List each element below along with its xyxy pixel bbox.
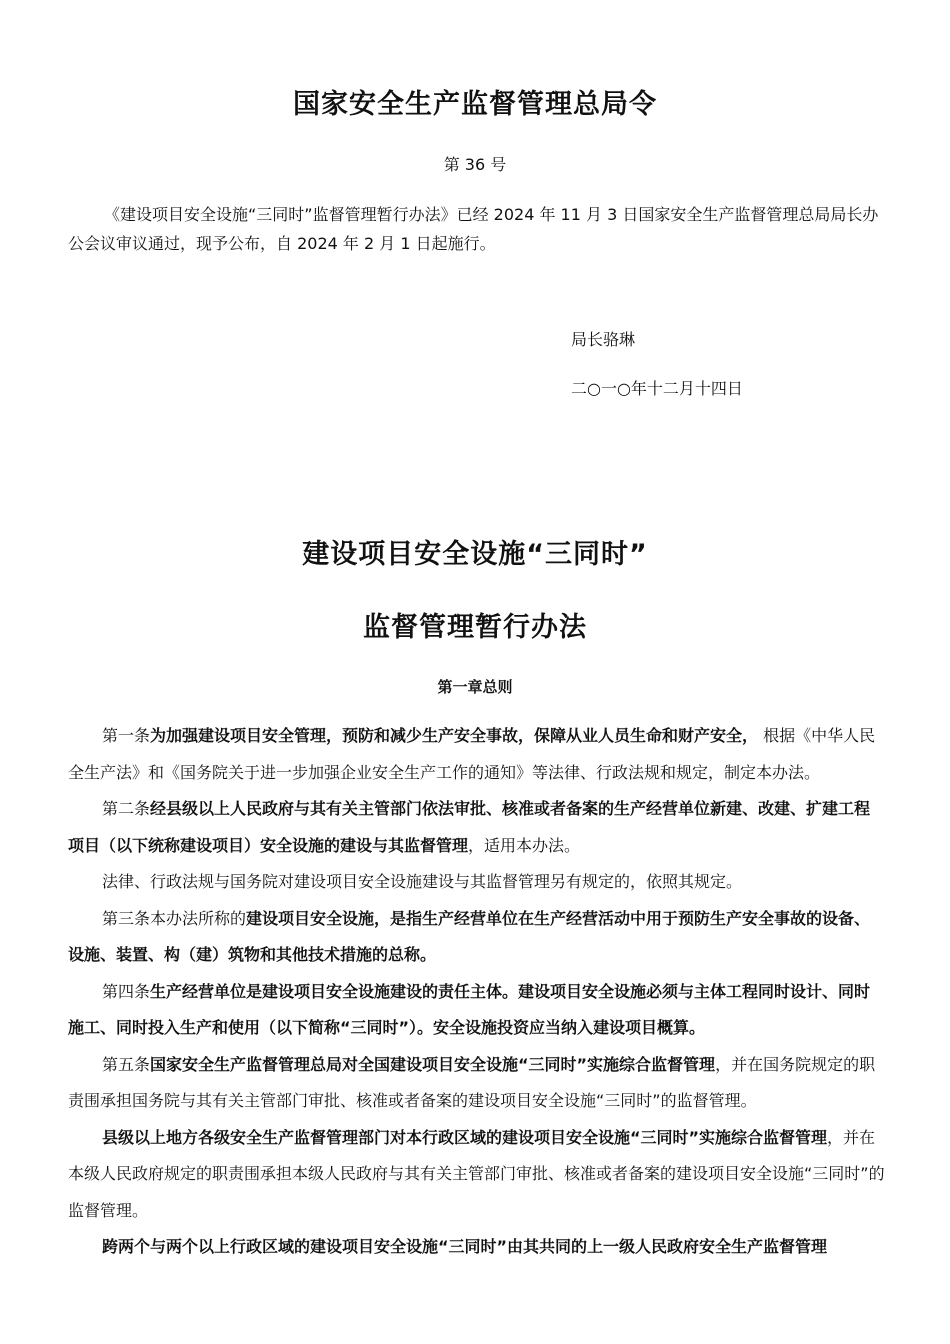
- article-2-bold: 经县级以上人民政府与其有关主管部门依法审批、核准或者备案的生产经营单位新建、改建、扩建工程项目（以下统称建设项目）安全设施的建设与其监督管理: [68, 799, 871, 855]
- article-5-p2-bold: 县级以上地方各级安全生产监督管理部门对本行政区域的建设项目安全设施“三同时”实施综合监督管理: [102, 1127, 828, 1147]
- article-3: [68, 901, 886, 974]
- article-5-p2-text: ，并在本级人民政府规定的职责围承担本级人民政府与其有关主管部门审批、核准或者备案的建设项目安全设施“三同时”的监督管理。: [68, 1127, 885, 1220]
- article-1: [68, 718, 886, 791]
- article-4-bold: 生产经营单位是建设项目安全设施建设的责任主体。建设项目安全设施必须与主体工程同时设计、同时施工、同时投入生产和使用（以下简称“三同时”）。安全设施投资应当纳入建设项目概算。: [68, 981, 871, 1037]
- article-2-paragraph-2: 法律、行政法规与国务院对建设项目安全设施建设与其监督管理另有规定的，依照其规定。: [102, 872, 743, 891]
- order-number: 第 36 号: [443, 155, 507, 174]
- regulation-title-line2: 监督管理暂行办法: [363, 612, 587, 643]
- order-title: 国家安全生产监督管理总局令: [293, 89, 657, 120]
- order-intro: 《建设项目安全设施“三同时”监督管理暂行办法》已经 2024 年 11 月 3 日国家安全生产监督管理总局局长办公会议审议通过，现予公布，自 2024 年 2 月 1 日起施行。: [68, 205, 879, 253]
- article-1-number: 第一条: [102, 726, 151, 745]
- article-3-bold: 建设项目安全设施，是指生产经营单位在生产经营活动中用于预防生产安全事故的设备、设施、装置、构（建）筑物和其他技术措施的总称。: [68, 908, 871, 964]
- regulation-body: [68, 718, 886, 1266]
- article-2-text: ，适用本办法。: [468, 835, 581, 855]
- signatory: 局长骆琳: [571, 330, 636, 349]
- article-2-number: 第二条: [102, 799, 151, 818]
- article-4: [68, 974, 886, 1047]
- article-5-number: 第五条: [102, 1054, 151, 1074]
- article-5-paragraph-2: [68, 1120, 886, 1230]
- article-5-text: ，并在国务院规定的职责围承担国务院与其有关主管部门审批、核准或者备案的建设项目安全设施“三同时”的监督管理。: [68, 1054, 876, 1110]
- article-2: [68, 791, 886, 864]
- article-4-number: 第四条: [102, 981, 151, 1001]
- regulation-title-line1: 建设项目安全设施“三同时”: [302, 539, 648, 570]
- article-5: [68, 1047, 886, 1120]
- article-1-text: 根据《中华人民全生产法》和《国务院关于进一步加强企业安全生产工作的通知》等法律、行政法规和规定，制定本办法。: [68, 726, 876, 782]
- article-5-p3-bold: 跨两个与两个以上行政区域的建设项目安全设施“三同时”由其共同的上一级人民政府安全生产监督管理: [102, 1237, 828, 1256]
- order-date: 二○一○年十二月十四日: [571, 379, 743, 398]
- article-1-bold: 为加强建设项目安全管理，预防和减少生产安全事故，保障从业人员生命和财产安全，: [150, 726, 759, 745]
- article-5-bold: 国家安全生产监督管理总局对全国建设项目安全设施“三同时”实施综合监督管理: [150, 1054, 716, 1074]
- chapter-heading: 第一章总则: [437, 678, 513, 696]
- article-5-paragraph-3: [68, 1229, 886, 1266]
- article-3-number: 第三条本办法所称的: [102, 908, 247, 928]
